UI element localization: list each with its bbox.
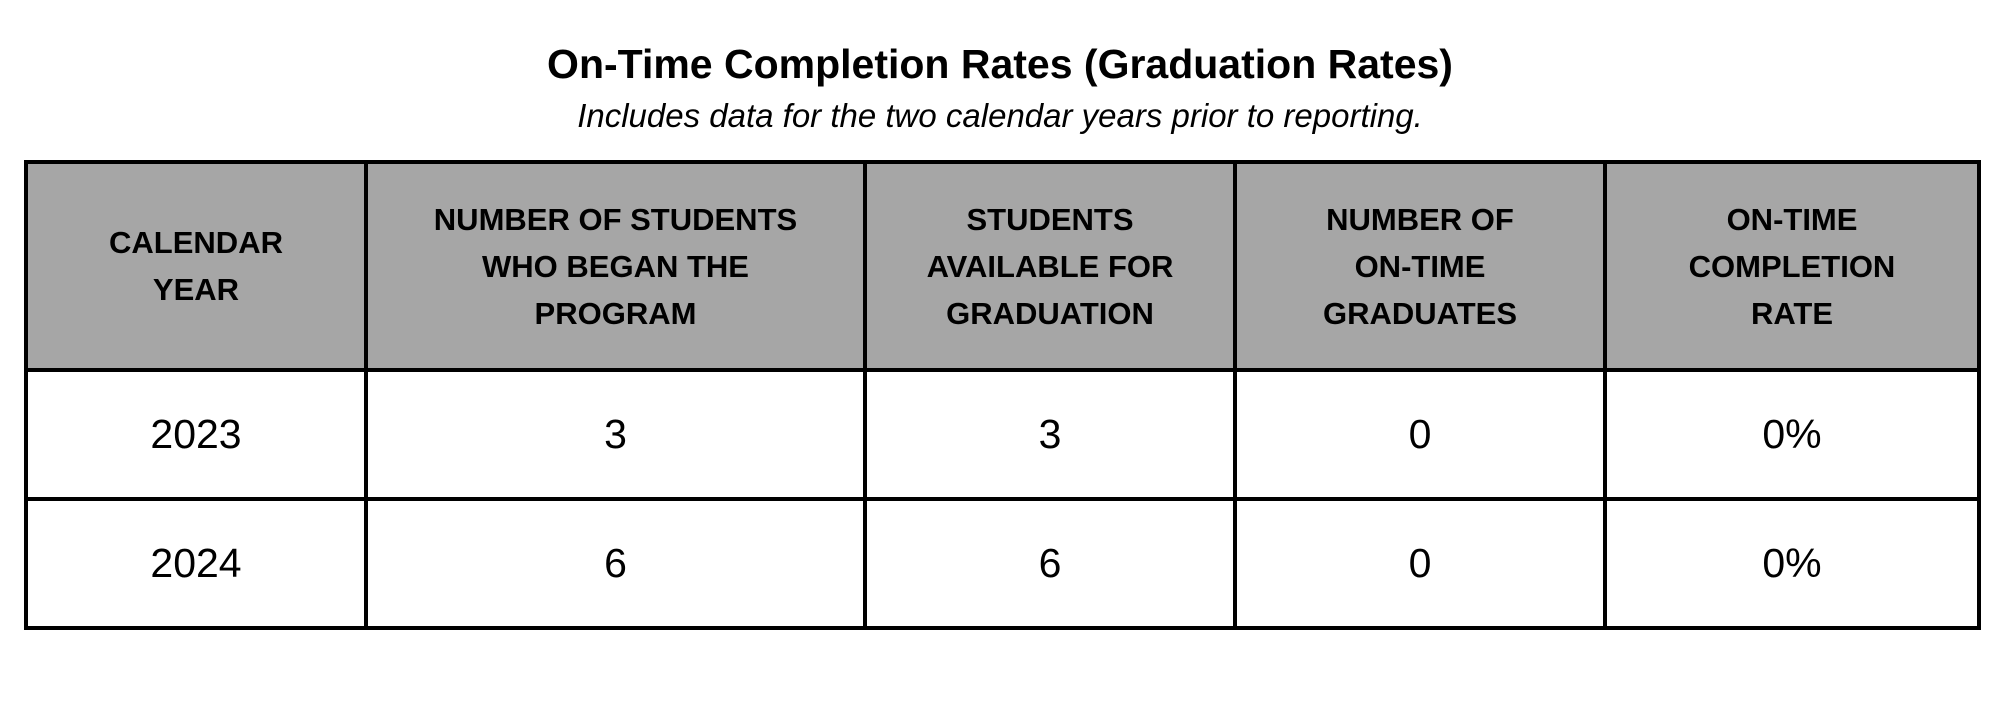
- cell-students-available: 6: [865, 499, 1235, 628]
- header-row: [26, 162, 1979, 370]
- cell-students-began: 3: [366, 370, 865, 499]
- cell-calendar-year: 2023: [26, 370, 366, 499]
- column-header-completion-rate: [1605, 162, 1979, 370]
- column-header-label: NUMBER OF STUDENTS WHO BEGAN THE PROGRAM: [433, 201, 798, 331]
- column-header-label: CALENDAR YEAR: [109, 225, 283, 307]
- cell-completion-rate: 0%: [1605, 499, 1979, 628]
- completion-rates-table: [24, 160, 1981, 630]
- cell-on-time-graduates: 0: [1235, 499, 1605, 628]
- column-header-students-available: [865, 162, 1235, 370]
- page-title: On-Time Completion Rates (Graduation Rates): [547, 41, 1453, 87]
- table-row: [26, 370, 1979, 499]
- table-header: [26, 162, 1979, 370]
- cell-students-began: 6: [366, 499, 865, 628]
- column-header-label: STUDENTS AVAILABLE FOR GRADUATION: [926, 201, 1174, 331]
- column-header-on-time-graduates: [1235, 162, 1605, 370]
- column-header-label: NUMBER OF ON-TIME GRADUATES: [1322, 201, 1518, 331]
- cell-completion-rate: 0%: [1605, 370, 1979, 499]
- column-header-calendar-year: [26, 162, 366, 370]
- table-body: [26, 370, 1979, 628]
- cell-on-time-graduates: 0: [1235, 370, 1605, 499]
- table-row: [26, 499, 1979, 628]
- column-header-students-began: [366, 162, 865, 370]
- page-subtitle: Includes data for the two calendar years prior to reporting.: [577, 97, 1423, 134]
- column-header-label: ON-TIME COMPLETION RATE: [1688, 201, 1896, 331]
- cell-calendar-year: 2024: [26, 499, 366, 628]
- cell-students-available: 3: [865, 370, 1235, 499]
